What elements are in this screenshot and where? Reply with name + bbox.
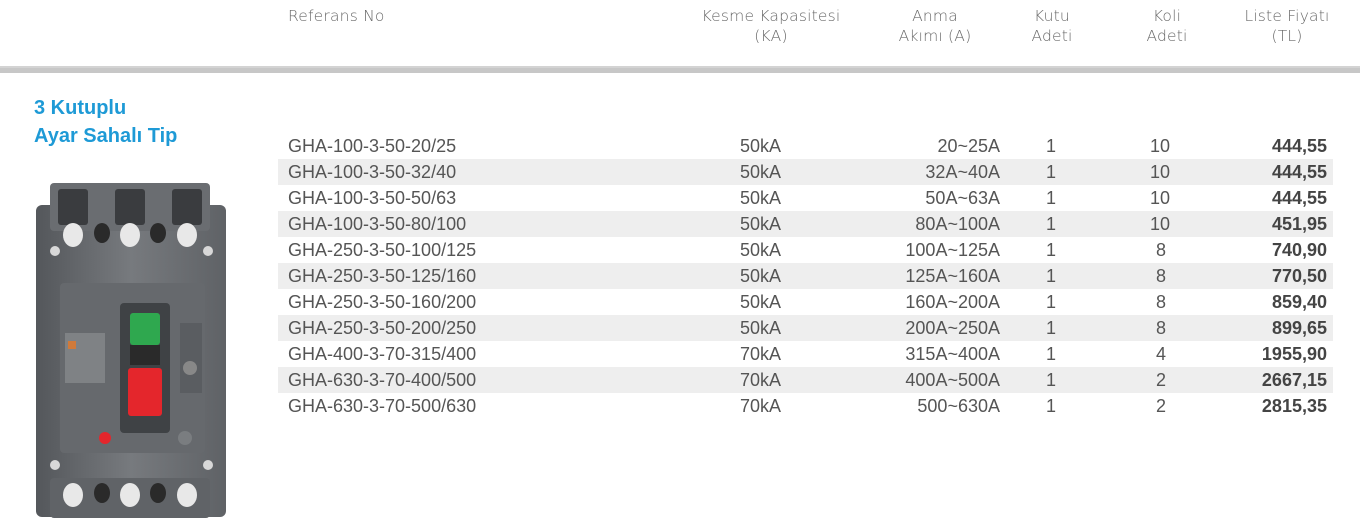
- column-header-anma-akimi: Anma Akımı (A): [898, 7, 972, 45]
- cell-referans-no: GHA-250-3-50-100/125: [288, 240, 477, 260]
- table-row: [278, 367, 1333, 393]
- cell-anma-akimi: 20~25A: [937, 136, 1000, 156]
- cell-liste-fiyati: 2815,35: [1261, 396, 1327, 416]
- cell-referans-no: GHA-250-3-50-200/250: [288, 318, 477, 338]
- cell-koli-adeti: 2: [1156, 370, 1167, 390]
- header-divider-bar: [0, 68, 1360, 73]
- cell-kesme-kapasitesi: 50kA: [740, 318, 782, 338]
- cell-kesme-kapasitesi: 50kA: [740, 266, 782, 286]
- cell-anma-akimi: 100A~125A: [905, 240, 1000, 260]
- cell-koli-adeti: 2: [1156, 396, 1167, 416]
- table-row: [278, 341, 1333, 367]
- cell-referans-no: GHA-250-3-50-160/200: [288, 292, 477, 312]
- table-row: [278, 159, 1333, 185]
- cell-liste-fiyati: 859,40: [1271, 292, 1327, 312]
- table-row: [278, 237, 1333, 263]
- column-header-kutu-adeti: Kutu Adeti: [1031, 7, 1073, 45]
- table-row: [278, 263, 1333, 289]
- cell-koli-adeti: 8: [1156, 240, 1167, 260]
- cell-koli-adeti: 10: [1150, 136, 1171, 156]
- cell-kutu-adeti: 1: [1046, 266, 1057, 286]
- cell-referans-no: GHA-100-3-50-80/100: [288, 214, 467, 234]
- cell-anma-akimi: 32A~40A: [925, 162, 1000, 182]
- cell-kutu-adeti: 1: [1046, 240, 1057, 260]
- table-row: [278, 185, 1333, 211]
- cell-liste-fiyati: 444,55: [1271, 188, 1327, 208]
- cell-referans-no: GHA-100-3-50-20/25: [288, 136, 457, 156]
- cell-kutu-adeti: 1: [1046, 344, 1057, 364]
- cell-anma-akimi: 80A~100A: [915, 214, 1000, 234]
- column-header-liste-fiyati: Liste Fiyatı (TL): [1244, 7, 1330, 45]
- cell-liste-fiyati: 444,55: [1271, 136, 1327, 156]
- cell-kutu-adeti: 1: [1046, 188, 1057, 208]
- table-row: [278, 289, 1333, 315]
- cell-kesme-kapasitesi: 70kA: [740, 396, 782, 416]
- cell-kesme-kapasitesi: 50kA: [740, 188, 782, 208]
- cell-koli-adeti: 10: [1150, 188, 1171, 208]
- cell-anma-akimi: 400A~500A: [905, 370, 1000, 390]
- cell-kesme-kapasitesi: 50kA: [740, 240, 782, 260]
- column-header-koli-adeti: Koli Adeti: [1146, 7, 1188, 45]
- cell-koli-adeti: 10: [1150, 214, 1171, 234]
- cell-referans-no: GHA-400-3-70-315/400: [288, 344, 477, 364]
- cell-referans-no: GHA-630-3-70-400/500: [288, 370, 477, 390]
- cell-referans-no: GHA-630-3-70-500/630: [288, 396, 477, 416]
- cell-kesme-kapasitesi: 70kA: [740, 370, 782, 390]
- cell-kutu-adeti: 1: [1046, 214, 1057, 234]
- cell-kesme-kapasitesi: 50kA: [740, 292, 782, 312]
- cell-liste-fiyati: 1955,90: [1261, 344, 1327, 364]
- cell-anma-akimi: 200A~250A: [905, 318, 1000, 338]
- cell-liste-fiyati: 899,65: [1271, 318, 1327, 338]
- cell-kutu-adeti: 1: [1046, 318, 1057, 338]
- cell-kutu-adeti: 1: [1046, 292, 1057, 312]
- cell-kutu-adeti: 1: [1046, 396, 1057, 416]
- table-row: [278, 211, 1333, 237]
- cell-kesme-kapasitesi: 50kA: [740, 136, 782, 156]
- cell-referans-no: GHA-250-3-50-125/160: [288, 266, 477, 286]
- cell-liste-fiyati: 444,55: [1271, 162, 1327, 182]
- cell-koli-adeti: 8: [1156, 318, 1167, 338]
- cell-koli-adeti: 4: [1156, 344, 1167, 364]
- cell-liste-fiyati: 740,90: [1271, 240, 1327, 260]
- table-row: [278, 393, 1333, 419]
- cell-liste-fiyati: 451,95: [1271, 214, 1327, 234]
- cell-anma-akimi: 315A~400A: [905, 344, 1000, 364]
- cell-anma-akimi: 500~630A: [917, 396, 1000, 416]
- cell-liste-fiyati: 2667,15: [1261, 370, 1327, 390]
- cell-kesme-kapasitesi: 50kA: [740, 214, 782, 234]
- table-row: [278, 133, 1333, 159]
- cell-kesme-kapasitesi: 70kA: [740, 344, 782, 364]
- table-header: [0, 0, 1360, 66]
- cell-kutu-adeti: 1: [1046, 136, 1057, 156]
- cell-referans-no: GHA-100-3-50-50/63: [288, 188, 457, 208]
- table-row: [278, 315, 1333, 341]
- cell-koli-adeti: 10: [1150, 162, 1171, 182]
- cell-anma-akimi: 125A~160A: [905, 266, 1000, 286]
- circuit-breaker-product-image: [30, 183, 240, 520]
- column-header-kesme-kapasitesi: Kesme Kapasitesi (KA): [701, 7, 841, 45]
- cell-referans-no: GHA-100-3-50-32/40: [288, 162, 457, 182]
- column-header-referans-no: Referans No: [288, 7, 385, 25]
- cell-koli-adeti: 8: [1156, 266, 1167, 286]
- cell-liste-fiyati: 770,50: [1271, 266, 1327, 286]
- section-title: 3 Kutuplu Ayar Sahalı Tip: [34, 97, 178, 147]
- cell-koli-adeti: 8: [1156, 292, 1167, 312]
- cell-kutu-adeti: 1: [1046, 370, 1057, 390]
- cell-kesme-kapasitesi: 50kA: [740, 162, 782, 182]
- cell-kutu-adeti: 1: [1046, 162, 1057, 182]
- cell-anma-akimi: 50A~63A: [925, 188, 1000, 208]
- cell-anma-akimi: 160A~200A: [905, 292, 1000, 312]
